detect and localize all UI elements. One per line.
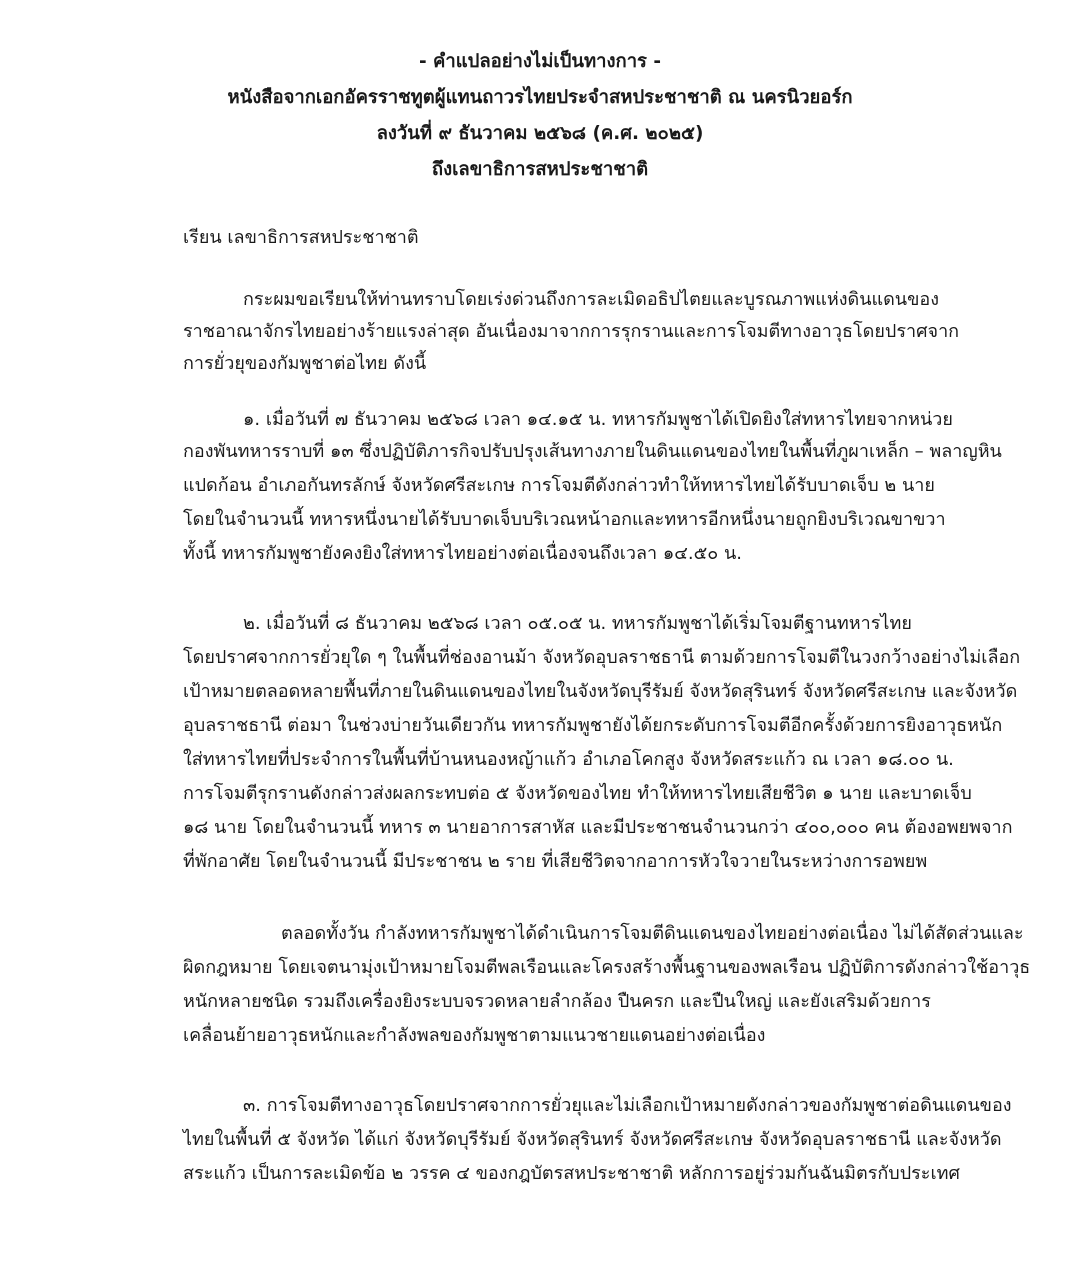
para1-line: ทั้งนี้ ทหารกัมพูชายังคงยิงใส่ทหารไทยอย่างต่อเนื่องจนถึงเวลา ๑๔.๕๐ น. — [183, 543, 742, 564]
para-cont-line: ตลอดทั้งวัน กำลังทหารกัมพูชาได้ดำเนินการโจมตีดินแดนของไทยอย่างต่อเนื่อง ไม่ได้สัดส่วนและ — [281, 923, 1024, 944]
para1-line: แปดก้อน อำเภอกันทรลักษ์ จังหวัดศรีสะเกษ การโจมตีดังกล่าวทำให้ทหารไทยได้รับบาดเจ็บ ๒ นาย — [183, 475, 935, 496]
para2-line: โดยปราศจากการยั่วยุใด ๆ ในพื้นที่ช่องอานม้า จังหวัดอุบลราชธานี ตามด้วยการโจมตีในวงกว้างอย่างไม่เลือก — [183, 647, 1021, 668]
para-cont-line: ผิดกฎหมาย โดยเจตนามุ่งเป้าหมายโจมตีพลเรือนและโครงสร้างพื้นฐานของพลเรือน ปฏิบัติการดังกล่าวใช้อาวุธ — [183, 957, 1031, 978]
para2-line: อุบลราชธานี ต่อมา ในช่วงบ่ายวันเดียวกัน ทหารกัมพูชายังได้ยกระดับการโจมตีอีกครั้งด้วยการยิงอาวุธหนัก — [183, 715, 1003, 736]
unofficial-translation-note: - คำแปลอย่างไม่เป็นทางการ - — [418, 51, 662, 72]
para1-line: กองพันทหารราบที่ ๑๓ ซึ่งปฏิบัติภารกิจปรับปรุงเส้นทางภายในดินแดนของไทยในพื้นที่ภูผาเหล็ก – พลาญหิน — [183, 441, 1002, 462]
para3-line: ๓. การโจมตีทางอาวุธโดยปราศจากการยั่วยุและไม่เลือกเป้าหมายดังกล่าวของกัมพูชาต่อดินแดนของ — [243, 1095, 1012, 1116]
letter-date: ลงวันที่ ๙ ธันวาคม ๒๕๖๘ (ค.ศ. ๒๐๒๕) — [376, 123, 704, 144]
para2-line: ๒. เมื่อวันที่ ๘ ธันวาคม ๒๕๖๘ เวลา ๐๕.๐๕ น. ทหารกัมพูชาได้เริ่มโจมตีฐานทหารไทย — [243, 613, 912, 634]
letter-recipient: ถึงเลขาธิการสหประชาชาติ — [431, 159, 649, 180]
para1-line: ๑. เมื่อวันที่ ๗ ธันวาคม ๒๕๖๘ เวลา ๑๔.๑๕ น. ทหารกัมพูชาได้เปิดยิงใส่ทหารไทยจากหน่วย — [243, 409, 953, 430]
para2-line: ที่พักอาศัย โดยในจำนวนนี้ มีประชาชน ๒ ราย ที่เสียชีวิตจากอาการหัวใจวายในระหว่างการอพยพ — [183, 851, 928, 872]
para3-line: สระแก้ว เป็นการละเมิดข้อ ๒ วรรค ๔ ของกฎบัตรสหประชาชาติ หลักการอยู่ร่วมกันฉันมิตรกับประเทศ — [183, 1163, 960, 1184]
para-cont-line: หนักหลายชนิด รวมถึงเครื่องยิงระบบจรวดหลายลำกล้อง ปืนครก และปืนใหญ่ และยังเสริมด้วยการ — [183, 991, 931, 1012]
para2-line: ใส่ทหารไทยที่ประจำการในพื้นที่บ้านหนองหญ้าแก้ว อำเภอโคกสูง จังหวัดสระแก้ว ณ เวลา ๑๘.๐๐ น. — [183, 749, 954, 770]
para2-line: การโจมตีรุกรานดังกล่าวส่งผลกระทบต่อ ๕ จังหวัดของไทย ทำให้ทหารไทยเสียชีวิต ๑ นาย และบาดเจ็บ — [183, 783, 972, 804]
para3-line: ไทยในพื้นที่ ๕ จังหวัด ได้แก่ จังหวัดบุรีรัมย์ จังหวัดสุรินทร์ จังหวัดศรีสะเกษ จังหวัดอุบลราชธานี และจังหวัด — [183, 1129, 1002, 1150]
intro-line: กระผมขอเรียนให้ท่านทราบโดยเร่งด่วนถึงการละเมิดอธิปไตยและบูรณภาพแห่งดินแดนของ — [243, 289, 940, 310]
para2-line: ๑๘ นาย โดยในจำนวนนี้ ทหาร ๓ นายอาการสาหัส และมีประชาชนจำนวนกว่า ๔๐๐,๐๐๐ คน ต้องอพยพจาก — [183, 817, 1013, 838]
para2-line: เป้าหมายตลอดหลายพื้นที่ภายในดินแดนของไทยในจังหวัดบุรีรัมย์ จังหวัดสุรินทร์ จังหวัดศรีสะเกษ และจังหวัด — [183, 681, 1018, 702]
para1-line: โดยในจำนวนนี้ ทหารหนึ่งนายได้รับบาดเจ็บบริเวณหน้าอกและทหารอีกหนึ่งนายถูกยิงบริเวณขาขวา — [183, 509, 946, 530]
letter-title: หนังสือจากเอกอัครราชทูตผู้แทนถาวรไทยประจำสหประชาชาติ ณ นครนิวยอร์ก — [227, 87, 853, 108]
salutation: เรียน เลขาธิการสหประชาชาติ — [183, 227, 419, 248]
para-cont-line: เคลื่อนย้ายอาวุธหนักและกำลังพลของกัมพูชาตามแนวชายแดนอย่างต่อเนื่อง — [183, 1025, 766, 1046]
intro-line: การยั่วยุของกัมพูชาต่อไทย ดังนี้ — [183, 353, 427, 374]
intro-line: ราชอาณาจักรไทยอย่างร้ายแรงล่าสุด อันเนื่องมาจากการรุกรานและการโจมตีทางอาวุธโดยปราศจาก — [183, 321, 960, 342]
